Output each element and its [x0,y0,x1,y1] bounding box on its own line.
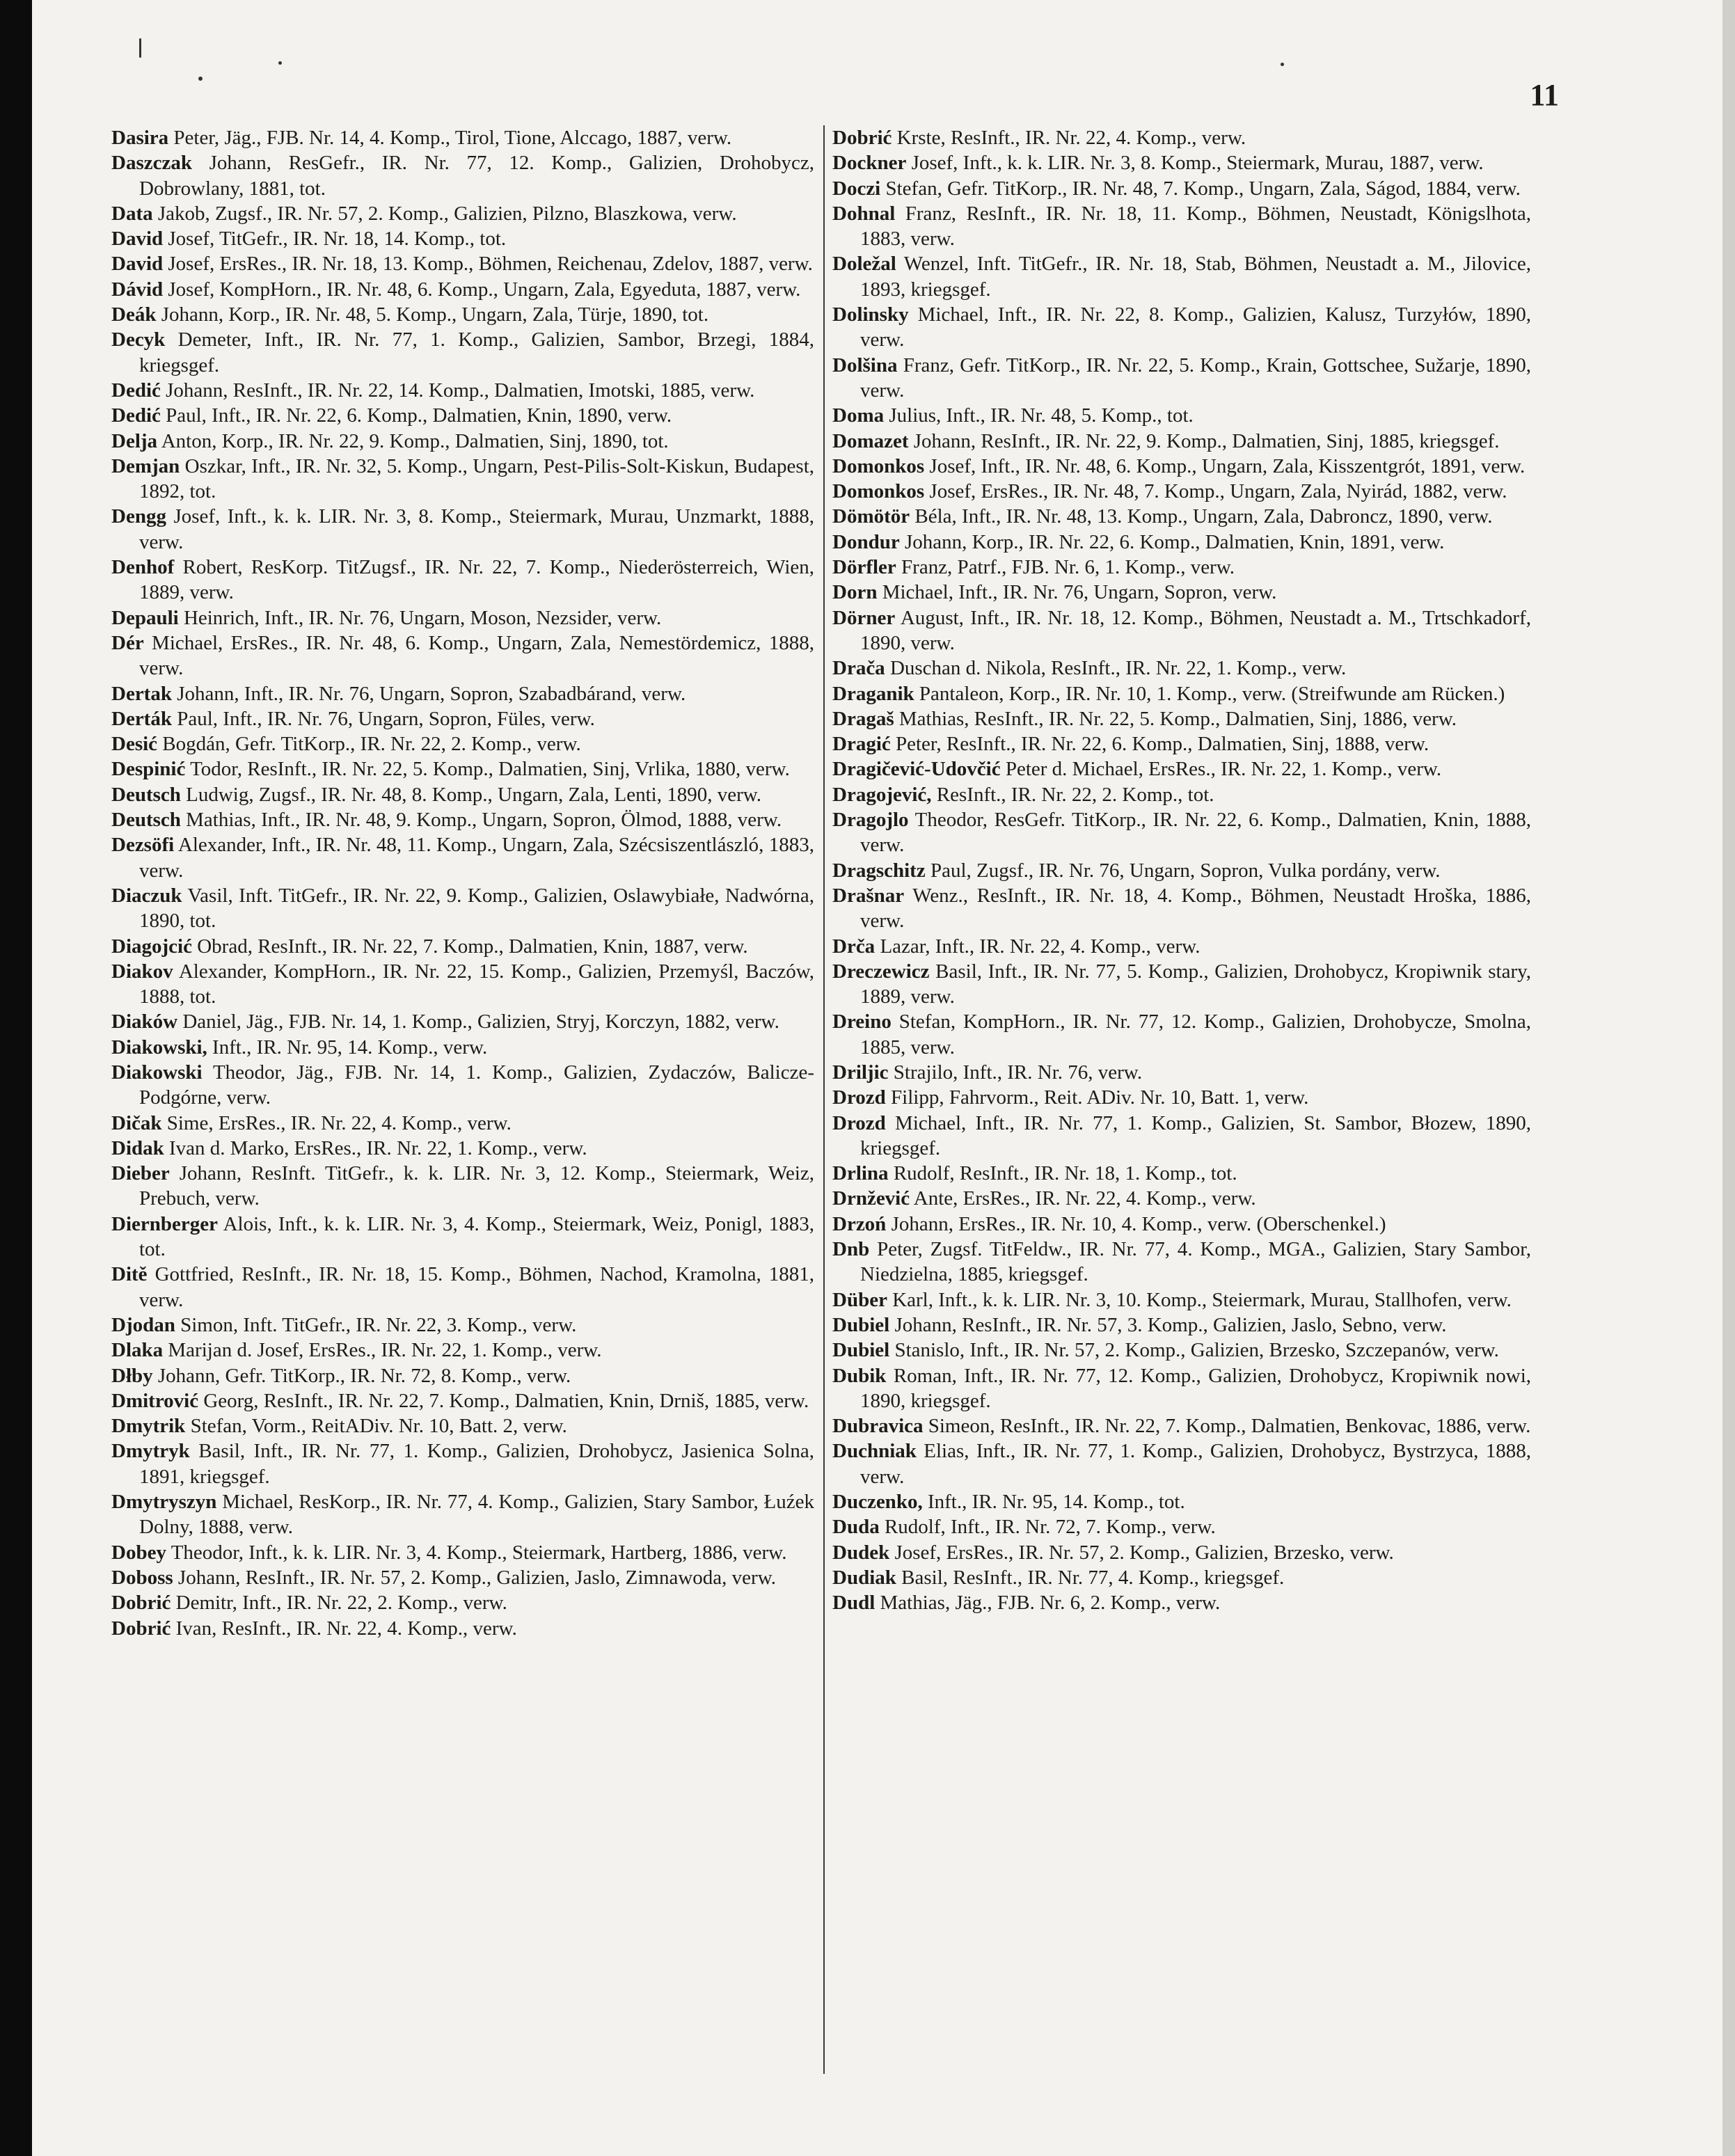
entry-details: Johann, ResInft. TitGefr., k. k. LIR. Nr. 3, 12. Komp., Steiermark, Weiz, Prebuch, verw. [139,1162,814,1210]
entry-details: Ivan, ResInft., IR. Nr. 22, 4. Komp., verw. [175,1617,517,1640]
entry-surname: Dmytrik [111,1415,186,1438]
entry-details: Demitr, Inft., IR. Nr. 22, 2. Komp., verw. [175,1592,507,1615]
entry-surname: Diaków [111,1010,178,1033]
entry-details: Peter, Jäg., FJB. Nr. 14, 4. Komp., Tirol, Tione, Alccago, 1887, verw. [173,127,732,149]
register-entry [832,201,1531,252]
entry-surname: Dmitrović [111,1389,199,1412]
register-entry [832,731,1531,756]
register-entry [111,1438,814,1489]
entry-surname: Diagojcić [111,935,192,958]
entry-details: Oszkar, Inft., IR. Nr. 32, 5. Komp., Ungarn, Pest-Pilis-Solt-Kiskun, Budapest, 1892, tot. [139,454,814,503]
register-entry [832,883,1531,934]
entry-details: Johann, ResInft., IR. Nr. 22, 14. Komp., Dalmatien, Imotski, 1885, verw. [166,379,755,402]
entry-details: Mathias, Inft., IR. Nr. 48, 9. Komp., Ungarn, Sopron, Ölmod, 1888, verw. [186,809,782,832]
entry-details: Elias, Inft., IR. Nr. 77, 1. Komp., Galizien, Drohobycz, Bystrzyca, 1888, verw. [860,1440,1532,1488]
scan-right-edge [1722,0,1735,2156]
entry-details: Mathias, ResInft., IR. Nr. 22, 5. Komp., Dalmatien, Sinj, 1886, verw. [898,707,1457,730]
entry-details: Josef, Inft., IR. Nr. 48, 6. Komp., Ungarn, Zala, Kisszentgrót, 1891, verw. [929,454,1526,477]
entry-details: Todor, ResInft., IR. Nr. 22, 5. Komp., Dalmatien, Sinj, Vrlika, 1880, verw. [190,758,790,781]
register-entry [111,150,814,201]
entry-surname: Dohnal [832,202,896,225]
register-entry [111,1212,814,1262]
register-entry [111,1111,814,1136]
register-entry [111,1565,814,1590]
entry-surname: Domonkos [832,454,925,477]
register-entry [832,782,1531,807]
register-entry [111,1035,814,1060]
entry-surname: Diakov [111,960,173,983]
entry-details: Michael, ErsRes., IR. Nr. 48, 6. Komp., Ungarn, Zala, Nemestördemicz, 1888, verw. [139,631,814,680]
entry-details: Georg, ResInft., IR. Nr. 22, 7. Komp., Dalmatien, Knin, Drniš, 1885, verw. [203,1389,809,1412]
scan-speck [1281,63,1284,66]
entry-surname: Dragschitz [832,859,926,882]
entry-surname: Doma [832,404,885,427]
register-entry [832,1540,1531,1565]
entry-surname: Didak [111,1136,164,1159]
register-entry [832,1212,1531,1237]
entry-surname: Dér [111,631,144,654]
register-entry [111,251,814,276]
entry-surname: Doboss [111,1566,173,1589]
register-entry [832,1186,1531,1211]
entry-surname: Dubiel [832,1339,890,1362]
entry-surname: Domazet [832,429,909,452]
register-entry [832,858,1531,883]
entry-details: Johann, Gefr. TitKorp., IR. Nr. 72, 8. Komp., verw. [157,1364,571,1387]
entry-surname: Decyk [111,328,166,351]
entry-details: Peter, ResInft., IR. Nr. 22, 6. Komp., Dalmatien, Sinj, 1888, verw. [896,733,1429,756]
entry-details: Béla, Inft., IR. Nr. 48, 13. Komp., Ungarn, Zala, Dabroncz, 1890, verw. [914,505,1493,528]
entry-surname: Dörfler [832,556,896,579]
entry-surname: Dasira [111,127,169,149]
entry-surname: Djodan [111,1313,175,1336]
entry-details: Mathias, Jäg., FJB. Nr. 6, 2. Komp., verw. [880,1592,1221,1615]
entry-details: Michael, Inft., IR. Nr. 77, 1. Komp., Galizien, St. Sambor, Błozew, 1890, kriegsgef. [860,1111,1532,1159]
entry-surname: Diakowski, [111,1036,207,1059]
entry-details: Theodor, Jäg., FJB. Nr. 14, 1. Komp., Galizien, Zydaczów, Balicze-Podgórne, verw. [139,1061,815,1109]
register-entry [832,1565,1531,1590]
entry-details: Josef, TitGefr., IR. Nr. 18, 14. Komp., tot. [168,228,507,251]
register-entry [832,1060,1531,1085]
entry-details: Josef, ErsRes., IR. Nr. 57, 2. Komp., Galizien, Brzesko, verw. [894,1541,1394,1564]
entry-details: Josef, ErsRes., IR. Nr. 18, 13. Komp., Böhmen, Reichenau, Zdelov, 1887, verw. [168,253,813,276]
entry-details: Strajilo, Inft., IR. Nr. 76, verw. [893,1061,1143,1084]
entry-details: Daniel, Jäg., FJB. Nr. 14, 1. Komp., Galizien, Stryj, Korczyn, 1882, verw. [182,1010,779,1033]
entry-details: Ante, ErsRes., IR. Nr. 22, 4. Komp., verw. [913,1187,1256,1210]
register-entry [832,706,1531,731]
register-entry [832,1313,1531,1338]
entry-surname: Dobrić [832,127,892,149]
scan-left-edge [0,0,32,2156]
entry-surname: Derták [111,707,172,730]
register-entry [832,555,1531,580]
register-entry [111,959,814,1010]
register-entry [832,125,1531,150]
register-entry [111,226,814,251]
register-entry [832,429,1531,454]
register-entry [111,429,814,454]
entry-details: Anton, Korp., IR. Nr. 22, 9. Komp., Dalmatien, Sinj, 1890, tot. [161,429,669,452]
register-entry [111,807,814,832]
entry-details: Peter d. Michael, ErsRes., IR. Nr. 22, 1. Komp., verw. [1005,758,1442,781]
entry-details: Heinrich, Inft., IR. Nr. 76, Ungarn, Moson, Nezsider, verw. [183,606,662,629]
register-entry [832,353,1531,404]
register-entry [111,403,814,428]
entry-surname: Demjan [111,454,180,477]
entry-details: Johann, ErsRes., IR. Nr. 10, 4. Komp., verw. (Oberschenkel.) [891,1212,1386,1235]
register-entry [111,1009,814,1034]
register-entry [832,1287,1531,1313]
entry-details: Rudolf, Inft., IR. Nr. 72, 7. Komp., verw. [884,1516,1216,1539]
entry-surname: Denhof [111,556,175,579]
entry-details: Pantaleon, Korp., IR. Nr. 10, 1. Komp., verw. (Streifwunde am Rücken.) [919,682,1505,705]
entry-surname: Delja [111,429,158,452]
entry-details: Rudolf, ResInft., IR. Nr. 18, 1. Komp., tot. [893,1162,1237,1185]
entry-details: Michael, ResKorp., IR. Nr. 77, 4. Komp., Galizien, Stary Sambor, Łuźek Dolny, 1888, verw. [139,1491,814,1539]
entry-details: Paul, Inft., IR. Nr. 22, 6. Komp., Dalmatien, Knin, 1890, verw. [166,404,672,427]
entry-surname: Drzoń [832,1212,887,1235]
entry-surname: Dubiel [832,1313,890,1336]
entry-surname: Dengg [111,505,166,528]
entry-surname: David [111,253,164,276]
register-entry [111,125,814,150]
register-entry [111,605,814,631]
register-entry [832,403,1531,428]
register-entry [832,756,1531,782]
register-entry [832,1009,1531,1060]
entry-details: Johann, Inft., IR. Nr. 76, Ungarn, Sopron, Szabadbárand, verw. [177,682,686,705]
entry-details: Josef, Inft., k. k. LIR. Nr. 3, 8. Komp., Steiermark, Murau, 1887, verw. [911,152,1484,175]
register-entry [111,883,814,934]
register-entry [832,1237,1531,1287]
register-entry [111,756,814,782]
entry-details: Wenz., ResInft., IR. Nr. 18, 4. Komp., Böhmen, Neustadt Hroška, 1886, verw. [860,884,1531,933]
register-entry [111,1616,814,1641]
entry-surname: Dömötör [832,505,910,528]
entry-details: Michael, Inft., IR. Nr. 76, Ungarn, Sopron, verw. [882,581,1277,604]
entry-surname: Dörner [832,606,896,629]
entry-details: Theodor, ResGefr. TitKorp., IR. Nr. 22, 6. Komp., Dalmatien, Knin, 1888, verw. [860,809,1531,857]
entry-surname: Dudek [832,1541,890,1564]
entry-details: Alexander, Inft., IR. Nr. 48, 11. Komp., Ungarn, Zala, Szécsiszentlászló, 1883, verw. [139,834,814,882]
entry-details: Simon, Inft. TitGefr., IR. Nr. 22, 3. Komp., verw. [180,1313,577,1336]
scan-speck [198,77,203,81]
entry-surname: Dobey [111,1541,166,1564]
register-entry [111,1590,814,1615]
entry-surname: Dragičević-Udovčić [832,758,1001,781]
register-entry [111,1161,814,1212]
entry-details: Johann, Korp., IR. Nr. 22, 6. Komp., Dalmatien, Knin, 1891, verw. [904,530,1445,553]
register-entry [832,1413,1531,1438]
register-entry [111,1338,814,1363]
entry-details: Inft., IR. Nr. 95, 14. Komp., tot. [927,1491,1185,1514]
entry-surname: Drača [832,657,885,680]
entry-surname: Dičak [111,1111,162,1134]
entry-details: Duschan d. Nikola, ResInft., IR. Nr. 22, 1. Komp., verw. [889,657,1347,680]
register-entry [832,530,1531,555]
entry-surname: Drnžević [832,1187,910,1210]
register-entry [832,176,1531,201]
entry-details: Filipp, Fahrvorm., Reit. ADiv. Nr. 10, Batt. 1, verw. [891,1086,1309,1109]
entry-details: Gottfried, ResInft., IR. Nr. 18, 15. Komp., Böhmen, Nachod, Kramolna, 1881, verw. [139,1263,814,1311]
entry-details: Lazar, Inft., IR. Nr. 22, 4. Komp., verw. [880,935,1201,958]
entry-surname: Drašnar [832,884,905,907]
register-entry [832,959,1531,1010]
register-entry [832,1111,1531,1162]
register-entry [832,504,1531,529]
register-entry [832,807,1531,858]
page-number: 11 [1530,78,1559,112]
entry-surname: Dávid [111,278,164,301]
entry-surname: Dorn [832,581,878,604]
entry-details: Stefan, Vorm., ReitADiv. Nr. 10, Batt. 2, verw. [190,1415,567,1438]
register-entry [832,1489,1531,1514]
register-entry [832,1590,1531,1615]
entry-surname: Diaczuk [111,884,182,907]
entry-details: Wenzel, Inft. TitGefr., IR. Nr. 18, Stab, Böhmen, Neustadt a. M., Jilovice, 1893, kriegsgef. [860,253,1531,301]
entry-surname: Dockner [832,152,907,175]
entry-details: Sime, ErsRes., IR. Nr. 22, 4. Komp., verw. [166,1111,512,1134]
entry-surname: Dreino [832,1010,892,1033]
entry-details: Johann, ResInft., IR. Nr. 57, 3. Komp., Galizien, Jaslo, Sebno, verw. [894,1313,1447,1336]
entry-details: Johann, ResInft., IR. Nr. 57, 2. Komp., Galizien, Jaslo, Zimnawoda, verw. [177,1566,777,1589]
entry-details: Basil, Inft., IR. Nr. 77, 5. Komp., Galizien, Drohobycz, Kropiwnik stary, 1889, verw. [860,960,1531,1008]
entry-details: Stefan, Gefr. TitKorp., IR. Nr. 48, 7. Komp., Ungarn, Zala, Ságod, 1884, verw. [885,177,1521,200]
entry-details: Franz, Gefr. TitKorp., IR. Nr. 22, 5. Komp., Krain, Gottschee, Sužarje, 1890, verw. [860,354,1531,402]
entry-surname: Dubik [832,1364,887,1387]
register-entry [832,454,1531,479]
register-entry [832,150,1531,175]
entry-surname: Drlina [832,1162,889,1185]
entry-surname: Doležal [832,253,896,276]
entry-surname: David [111,228,164,251]
register-entry [111,934,814,959]
register-entry [832,1338,1531,1363]
entry-surname: Dlaka [111,1339,164,1362]
register-entry [111,1388,814,1413]
register-entry [111,1363,814,1388]
register-entry [832,1161,1531,1186]
entry-surname: Dolinsky [832,303,909,326]
entry-surname: Domonkos [832,480,925,503]
entry-surname: Duda [832,1516,880,1539]
register-entry [832,681,1531,706]
entry-surname: Düber [832,1288,887,1311]
entry-details: Josef, Inft., k. k. LIR. Nr. 3, 8. Komp., Steiermark, Murau, Unzmarkt, 1888, verw. [139,505,815,553]
register-entry [832,656,1531,681]
register-entry [111,327,814,378]
register-entry [111,832,814,883]
entry-surname: Dragić [832,733,891,756]
entry-surname: Dłby [111,1364,153,1387]
entry-details: ResInft., IR. Nr. 22, 2. Komp., tot. [936,783,1214,806]
register-entry [111,731,814,756]
entry-details: Ivan d. Marko, ErsRes., IR. Nr. 22, 1. Komp., verw. [169,1136,587,1159]
register-entry [111,706,814,731]
entry-surname: Dragaš [832,707,894,730]
register-entry [832,251,1531,302]
register-entry [111,201,814,226]
entry-details: Josef, KompHorn., IR. Nr. 48, 6. Komp., Ungarn, Zala, Egyeduta, 1887, verw. [168,278,801,301]
entry-details: Franz, Patrf., FJB. Nr. 6, 1. Komp., verw. [901,556,1235,579]
entry-surname: Deutsch [111,783,181,806]
entry-surname: Dudiak [832,1566,896,1589]
entry-details: Krste, ResInft., IR. Nr. 22, 4. Komp., verw. [896,127,1246,149]
register-entry [111,1136,814,1161]
entry-details: Paul, Inft., IR. Nr. 76, Ungarn, Sopron, Füles, verw. [177,707,595,730]
entry-surname: Dmytryk [111,1440,190,1463]
entry-details: Johann, Korp., IR. Nr. 48, 5. Komp., Ungarn, Zala, Türje, 1890, tot. [161,303,709,326]
entry-details: Franz, ResInft., IR. Nr. 18, 11. Komp., Böhmen, Neustadt, Königslhota, 1883, verw. [860,202,1532,251]
entry-surname: Diakowski [111,1061,203,1084]
entry-details: Vasil, Inft. TitGefr., IR. Nr. 22, 9. Komp., Galizien, Oslawybiałe, Nadwórna, 1890, tot. [139,884,814,933]
register-entry [111,681,814,706]
entry-surname: Dnb [832,1238,870,1261]
entry-surname: Dolšina [832,354,898,376]
entry-surname: Dragojević, [832,783,932,806]
register-entry [832,605,1531,656]
entry-surname: Data [111,202,153,225]
entry-details: Karl, Inft., k. k. LIR. Nr. 3, 10. Komp., Steiermark, Murau, Stallhofen, verw. [892,1288,1512,1311]
entry-surname: Dobrić [111,1592,171,1615]
register-entry [832,302,1531,353]
entry-surname: Despinić [111,758,186,781]
entry-surname: Drča [832,935,876,958]
entry-details: Johann, ResGefr., IR. Nr. 77, 12. Komp., Galizien, Drohobycz, Dobrowlany, 1881, tot. [139,152,815,200]
entry-surname: Dedić [111,379,161,402]
entry-surname: Duczenko, [832,1491,923,1514]
entry-surname: Ditě [111,1263,148,1286]
register-entry [111,1060,814,1111]
entry-surname: Dragojlo [832,809,909,832]
entry-surname: Dubravica [832,1415,924,1438]
register-entry [111,504,814,555]
register-entry [832,1514,1531,1539]
entry-surname: Draganik [832,682,914,705]
entry-details: Theodor, Inft., k. k. LIR. Nr. 3, 4. Komp., Steiermark, Hartberg, 1886, verw. [171,1541,787,1564]
entry-details: Alexander, KompHorn., IR. Nr. 22, 15. Komp., Galizien, Przemyśl, Baczów, 1888, tot. [139,960,815,1008]
register-entry [832,1438,1531,1489]
entry-details: Julius, Inft., IR. Nr. 48, 5. Komp., tot. [889,404,1194,427]
entry-details: Roman, Inft., IR. Nr. 77, 12. Komp., Galizien, Drohobycz, Kropiwnik nowi, 1890, kriegsgef. [860,1364,1532,1412]
entry-surname: Dreczewicz [832,960,930,983]
entry-surname: Deák [111,303,157,326]
register-entry [832,580,1531,605]
entry-details: Obrad, ResInft., IR. Nr. 22, 7. Komp., Dalmatien, Knin, 1887, verw. [197,935,748,958]
register-entry [111,378,814,403]
entry-surname: Daszczak [111,152,192,175]
entry-surname: Diernberger [111,1212,218,1235]
entry-details: Jakob, Zugsf., IR. Nr. 57, 2. Komp., Galizien, Pilzno, Blaszkowa, verw. [157,202,737,225]
entry-surname: Desić [111,733,158,756]
entry-details: August, Inft., IR. Nr. 18, 12. Komp., Böhmen, Neustadt a. M., Trtschkadorf, 1890, verw. [860,606,1531,654]
register-entry [111,1540,814,1565]
register-entry [832,1085,1531,1110]
entry-surname: Dmytryszyn [111,1491,217,1514]
register-entry [111,1262,814,1313]
entry-surname: Drozd [832,1111,886,1134]
register-entry [111,1489,814,1540]
entry-surname: Duchniak [832,1440,917,1463]
entry-surname: Dieber [111,1162,170,1185]
entry-surname: Drozd [832,1086,886,1109]
register-entry [111,1413,814,1438]
entry-details: Stanislo, Inft., IR. Nr. 57, 2. Komp., Galizien, Brzesko, Szczepanów, verw. [894,1339,1499,1362]
entry-details: Ludwig, Zugsf., IR. Nr. 48, 8. Komp., Ungarn, Zala, Lenti, 1890, verw. [186,783,762,806]
entry-surname: Doczi [832,177,881,200]
entry-details: Stefan, KompHorn., IR. Nr. 77, 12. Komp., Galizien, Drohobycze, Smolna, 1885, verw. [860,1010,1531,1059]
entry-details: Demeter, Inft., IR. Nr. 77, 1. Komp., Galizien, Sambor, Brzegi, 1884, kriegsgef. [139,328,815,376]
entry-surname: Dedić [111,404,161,427]
register-entry [111,555,814,605]
register-entry [111,302,814,327]
scan-speck [278,61,282,65]
entry-details: Simeon, ResInft., IR. Nr. 22, 7. Komp., Dalmatien, Benkovac, 1886, verw. [928,1415,1531,1438]
entry-details: Paul, Zugsf., IR. Nr. 76, Ungarn, Sopron, Vulka pordány, verw. [930,859,1441,882]
entry-details: Peter, Zugsf. TitFeldw., IR. Nr. 77, 4. Komp., MGA., Galizien, Stary Sambor, Niedzielna, 1885, kriegsgef. [860,1238,1532,1286]
scan-mark [139,38,141,58]
entry-details: Michael, Inft., IR. Nr. 22, 8. Komp., Galizien, Kalusz, Turzyłów, 1890, verw. [860,303,1531,351]
left-column [111,125,814,1641]
register-entry [111,454,814,505]
entry-surname: Deutsch [111,809,181,832]
column-divider [823,125,825,2074]
entry-details: Johann, ResInft., IR. Nr. 22, 9. Komp., Dalmatien, Sinj, 1885, kriegsgef. [913,429,1500,452]
entry-surname: Depauli [111,606,179,629]
entry-details: Basil, Inft., IR. Nr. 77, 1. Komp., Galizien, Drohobycz, Jasienica Solna, 1891, kriegsgef. [139,1440,814,1488]
entry-surname: Dezsöfi [111,834,175,857]
register-entry [111,277,814,302]
register-entry [111,782,814,807]
right-column [832,125,1531,1616]
entry-surname: Dobrić [111,1617,171,1640]
entry-surname: Dudl [832,1592,876,1615]
entry-details: Robert, ResKorp. TitZugsf., IR. Nr. 22, 7. Komp., Niederösterreich, Wien, 1889, verw. [139,556,814,604]
entry-details: Bogdán, Gefr. TitKorp., IR. Nr. 22, 2. Komp., verw. [162,733,581,756]
register-entry [111,1313,814,1338]
entry-surname: Driljic [832,1061,889,1084]
entry-details: Inft., IR. Nr. 95, 14. Komp., verw. [212,1036,488,1059]
register-entry [832,479,1531,504]
register-entry [832,934,1531,959]
register-entry [111,631,814,681]
register-entry [832,1363,1531,1414]
entry-details: Josef, ErsRes., IR. Nr. 48, 7. Komp., Ungarn, Zala, Nyirád, 1882, verw. [929,480,1507,503]
entry-details: Marijan d. Josef, ErsRes., IR. Nr. 22, 1. Komp., verw. [168,1339,602,1362]
entry-surname: Dertak [111,682,172,705]
entry-surname: Dondur [832,530,900,553]
entry-details: Basil, ResInft., IR. Nr. 77, 4. Komp., kriegsgef. [901,1566,1285,1589]
entry-details: Alois, Inft., k. k. LIR. Nr. 3, 4. Komp., Steiermark, Weiz, Ponigl, 1883, tot. [139,1212,814,1261]
